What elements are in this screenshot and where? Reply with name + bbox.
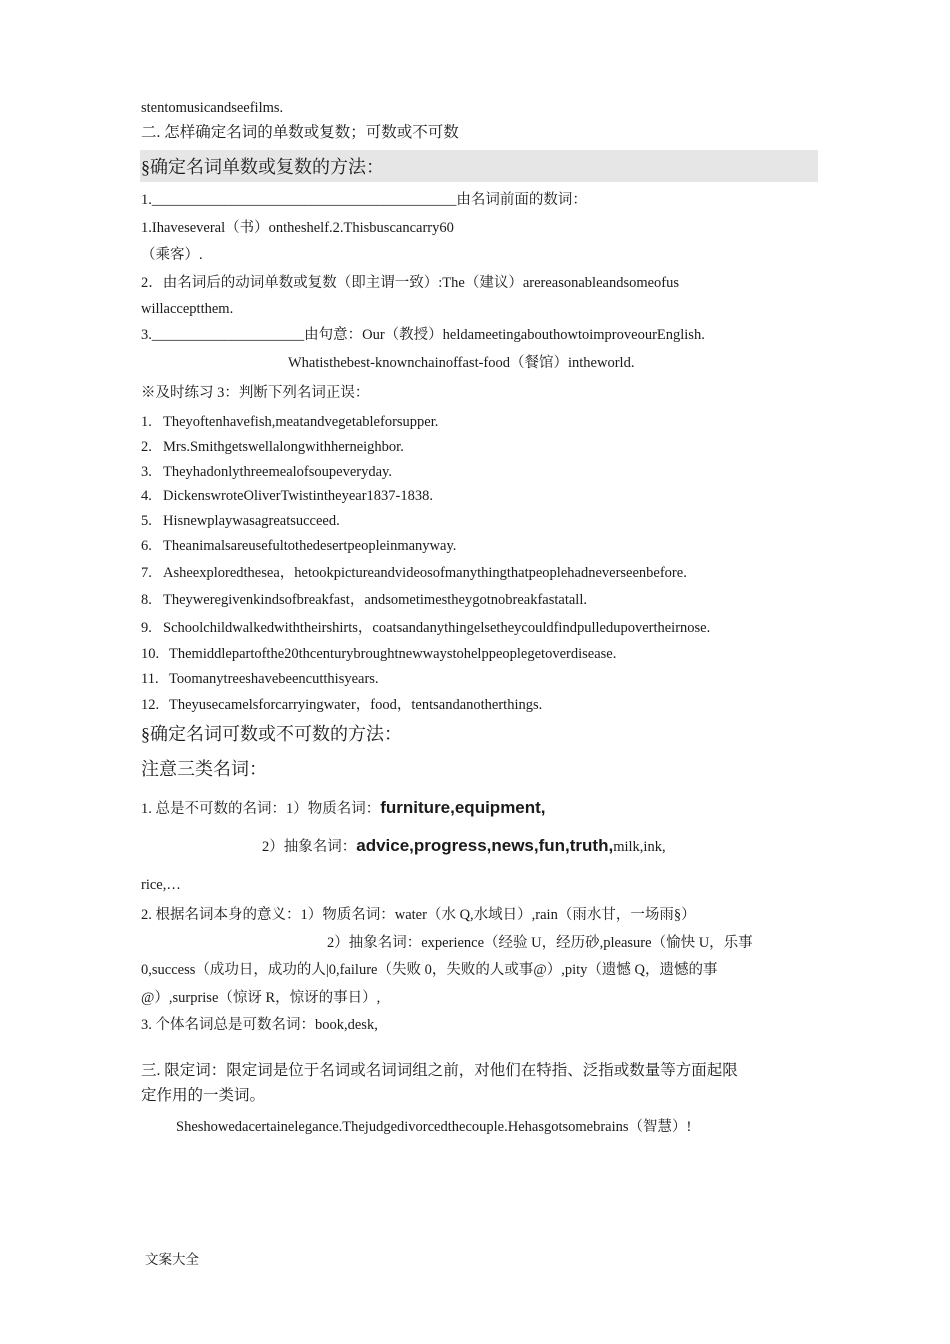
- text-line: Whatisthebest-knownchainoffast-food（餐馆）intheworld.: [288, 355, 635, 371]
- item-number: 12.: [141, 697, 160, 713]
- item-text: Themiddlepartofthe20thcenturybroughtnewwaystohelppeoplegetoverdisease.: [169, 646, 617, 662]
- heading: §确定名词单数或复数的方法：: [141, 157, 384, 177]
- text-line: stentomusicandseefilms.: [141, 100, 284, 116]
- list-item: [141, 413, 438, 431]
- list-item: [141, 619, 710, 637]
- list-item: [141, 591, 587, 609]
- list-item: [141, 463, 392, 481]
- item-text: Theyhadonlythreemealofsoupeveryday.: [163, 464, 392, 480]
- item-text: Asheexploredthesea，hetookpictureandvideosofmanythingthatpeoplehadneverseenbefore.: [163, 565, 687, 581]
- item-number: 10.: [141, 646, 160, 662]
- item-text: Toomanytreeshavebeencutthisyears.: [169, 671, 379, 687]
- text-line: 2．由名词后的动词单数或复数（即主谓一致）:The（建议）arereasonableandsomeofus: [141, 275, 680, 291]
- text-line: @）,surprise（惊讶 R，惊讶的事日）,: [141, 990, 381, 1006]
- text-line: 1.__________________________________________由名词前面的数词：: [141, 192, 587, 208]
- list-item: [141, 438, 404, 456]
- list-item: [141, 512, 340, 530]
- bold-words: advice,progress,news,fun,truth,: [356, 836, 614, 855]
- section-title: 二. 怎样确定名词的单数或复数；可数或不可数: [141, 124, 459, 141]
- item-number: 9.: [141, 620, 152, 636]
- item-text: Schoolchildwalkedwiththeirshirts，coatsandanythingelsetheycouldfindpulledupovertheirnose.: [163, 620, 711, 636]
- text-line: （乘客）.: [141, 247, 203, 263]
- heading: §确定名词可数或不可数的方法：: [141, 724, 402, 744]
- text-line: willacceptthem.: [141, 301, 234, 317]
- text-line: 1.Ihaveseveral（书）ontheshelf.2.Thisbuscancarry60: [141, 220, 454, 236]
- item-text: Theanimalsareusefultothedesertpeopleinmanyway.: [163, 538, 457, 554]
- item-number: 8.: [141, 592, 152, 608]
- text-line: 0,success（成功日，成功的人|0,failure（失败 0，失败的人或事@）,pity（遗憾 Q，遗憾的事: [141, 962, 718, 978]
- text-span: 2）抽象名词：: [262, 839, 357, 855]
- text-span: 1. 总是不可数的名词：1）物质名词：: [141, 801, 381, 817]
- text-line: 3._____________________由句意：Our（教授）heldameetingabouthowtoimproveourEnglish.: [141, 327, 705, 343]
- exercise-title: ※及时练习 3：判断下列名词正误：: [141, 385, 370, 401]
- text-line: 定作用的一类词。: [141, 1087, 266, 1104]
- text-line: rice,…: [141, 877, 181, 893]
- item-text: Theyusecamelsforcarryingwater，food，tentsandanotherthings.: [169, 697, 543, 713]
- list-item: [141, 645, 616, 663]
- note-line: 注意三类名词：: [141, 759, 267, 779]
- item-number: 7.: [141, 565, 152, 581]
- text-line: 3. 个体名词总是可数名词：book,desk,: [141, 1017, 378, 1033]
- item-number: 5.: [141, 513, 152, 529]
- text-line: [262, 837, 666, 856]
- list-item: [141, 564, 687, 582]
- item-text: Theyoftenhavefish,meatandvegetableforsupper.: [163, 414, 439, 430]
- item-number: 3.: [141, 464, 152, 480]
- item-text: Hisnewplaywasagreatsucceed.: [163, 513, 340, 529]
- item-text: Theyweregivenkindsofbreakfast，andsometimestheygotnobreakfastatall.: [163, 592, 587, 608]
- item-number: 11.: [141, 671, 159, 687]
- list-item: [141, 696, 542, 714]
- page-footer: 文案大全: [145, 1252, 199, 1267]
- section-title: 三. 限定词：限定词是位于名词或名词词组之前，对他们在特指、泛指或数量等方面起限: [141, 1062, 738, 1079]
- list-item: [141, 537, 456, 555]
- list-item: [141, 670, 379, 688]
- item-number: 6.: [141, 538, 152, 554]
- item-number: 4.: [141, 488, 152, 504]
- text-line: 2. 根据名词本身的意义：1）物质名词：water（水 Q,水域日）,rain（雨水甘，一场雨§）: [141, 907, 696, 923]
- item-text: Mrs.Smithgetswellalongwithherneighbor.: [163, 439, 404, 455]
- item-number: 2.: [141, 439, 152, 455]
- bold-words: furniture,equipment,: [380, 798, 546, 817]
- list-item: [141, 487, 433, 505]
- text-span: milk,ink,: [613, 839, 666, 855]
- example-line: Sheshowedacertainelegance.Thejudgedivorcedthecouple.Hehasgotsomebrains（智慧）!: [176, 1119, 692, 1135]
- text-line: [141, 799, 546, 818]
- item-number: 1.: [141, 414, 152, 430]
- text-line: 2）抽象名词：experience（经验 U，经历砂,pleasure（愉快 U，乐事: [327, 935, 753, 951]
- item-text: DickenswroteOliverTwistintheyear1837-1838.: [163, 488, 433, 504]
